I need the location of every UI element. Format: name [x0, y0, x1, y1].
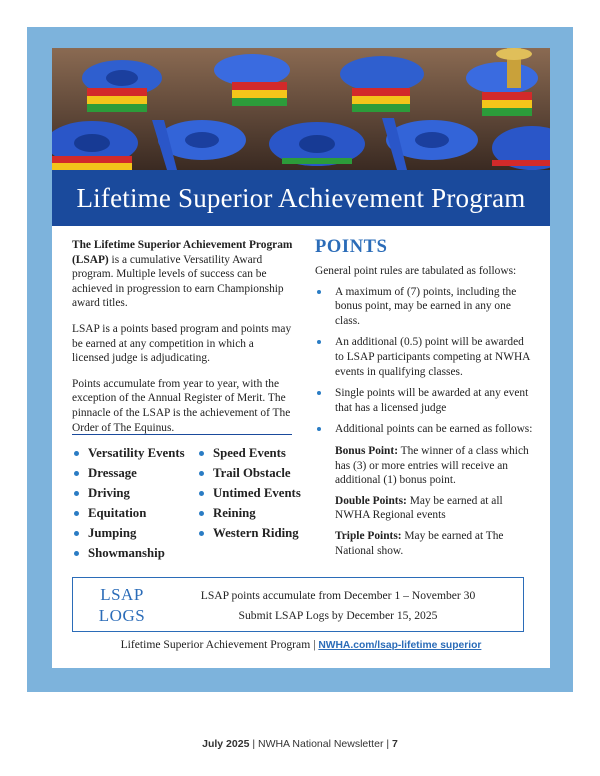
- newsletter-footer: [0, 738, 600, 750]
- double-points-rule: Double Points: May be earned at all NWHA Regional events: [335, 494, 503, 522]
- lsap-logs-box: [72, 577, 524, 632]
- event-item: Untimed Events: [197, 483, 301, 503]
- points-intro: General point rules are tabulated as follows:: [315, 265, 517, 277]
- intro-column: [72, 238, 294, 446]
- rule-item: Single points will be awarded at any event that has a licensed judge: [315, 386, 535, 415]
- event-item: Versatility Events: [72, 443, 185, 463]
- lsap-link[interactable]: NWHA.com/lsap-lifetime superior: [318, 640, 482, 651]
- bonus-point-rule: Bonus Point: The winner of a class which has (3) or more entries will receive an additional (1) bonus point.: [335, 444, 529, 487]
- rule-item: Additional points can be earned as follows:: [315, 422, 535, 437]
- bullet-icon: [317, 290, 321, 294]
- ribbon-rosettes-photo-icon: [52, 48, 550, 170]
- intro-rest: is a cumulative Versatility Award program. Multiple levels of success can be achieved in progression to earn Championship award titles.: [72, 253, 284, 310]
- points-based-paragraph: LSAP is a points based program and points may be earned at any competition in which a licensed judge is adjudicating.: [72, 322, 292, 365]
- article-card: [52, 48, 550, 668]
- program-link-line: Lifetime Superior Achievement Program | NWHA.com/lsap-lifetime superior: [120, 638, 482, 651]
- points-heading: POINTS: [315, 237, 388, 257]
- rule-item: An additional (0.5) point will be awarded to LSAP participants competing at NWHA events in qualifying classes.: [315, 335, 535, 379]
- events-list-right: [197, 443, 301, 543]
- event-item: Reining: [197, 503, 301, 523]
- bullet-icon: [74, 531, 79, 536]
- event-item: Trail Obstacle: [197, 463, 301, 483]
- event-item: Jumping: [72, 523, 185, 543]
- triple-points-rule: Triple Points: May be earned at The National show.: [335, 529, 504, 557]
- points-column: [315, 236, 535, 564]
- event-item: Speed Events: [197, 443, 301, 463]
- page-number: 7: [392, 738, 398, 750]
- issue-date: July 2025: [202, 738, 250, 750]
- rule-item: A maximum of (7) points, including the bonus point, may be earned in any one class.: [315, 285, 535, 329]
- events-list-left: [72, 443, 185, 563]
- event-item: Dressage: [72, 463, 185, 483]
- logs-label: LSAP LOGS: [98, 585, 146, 625]
- bullet-icon: [74, 491, 79, 496]
- bullet-icon: [74, 451, 79, 456]
- bullet-icon: [317, 340, 321, 344]
- event-item: Western Riding: [197, 523, 301, 543]
- bullet-icon: [199, 471, 204, 476]
- event-item: Equitation: [72, 503, 185, 523]
- bullet-icon: [74, 551, 79, 556]
- accumulation-period: LSAP points accumulate from December 1 – November 30: [200, 589, 476, 602]
- bullet-icon: [199, 531, 204, 536]
- bullet-icon: [74, 471, 79, 476]
- intro-lead: The Lifetime Superior Achievement Program (LSAP): [72, 239, 293, 266]
- hero-ribbons-image: [52, 48, 550, 170]
- bullet-icon: [317, 391, 321, 395]
- bullet-icon: [199, 511, 204, 516]
- bullet-icon: [74, 511, 79, 516]
- event-item: Showmanship: [72, 543, 185, 563]
- section-divider: [72, 434, 292, 435]
- page-title: Lifetime Superior Achievement Program: [52, 170, 550, 226]
- bullet-icon: [317, 427, 321, 431]
- logs-info: [173, 586, 503, 626]
- newsletter-name: | NWHA National Newsletter |: [249, 738, 393, 750]
- event-item: Driving: [72, 483, 185, 503]
- accumulate-paragraph: Points accumulate from year to year, with the exception of the Annual Register of Merit. The pinnacle of the LSAP is the achievement of The Order of The Equinus.: [72, 377, 291, 434]
- submission-deadline: Submit LSAP Logs by December 15, 2025: [238, 609, 438, 622]
- intro-paragraph: [72, 238, 294, 311]
- points-rules-list: [315, 285, 535, 437]
- bullet-icon: [199, 451, 204, 456]
- bullet-icon: [199, 491, 204, 496]
